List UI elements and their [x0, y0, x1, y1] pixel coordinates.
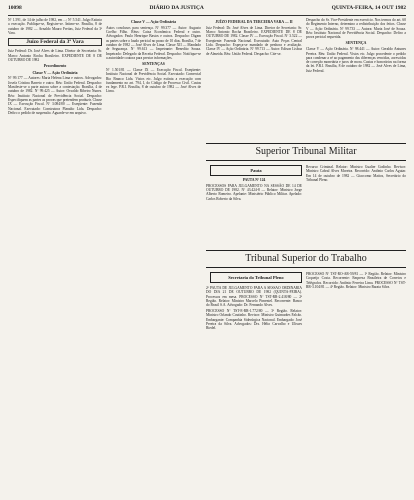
column-1: [8, 18, 102, 496]
stm-right-column: [306, 165, 406, 225]
tst-right-body: PROCESSO Nº TST-RO-AR-59/81 — 1ª Região. Relator: Ministro Coqueijo Costa. Recorrente: Empresa Brasileira de Correios e Telégrafos. Recorrido: Antônio Ferreira Lima. PROCESSO Nº TST-RR-3.104/81 — 4ª Região. Relator: Ministro Barata Silva.: [306, 272, 406, 289]
section-box-juizo: Juízo Federal da 3ª Vara: [8, 38, 102, 46]
column-2-sentenca-heading: SENTENÇAS: [142, 62, 165, 67]
column-4-body-2: Classe V — Ação Ordinária. Nº 98.441 — Autor: Geraldo Antunes Pereira. Réu: União Federal. Vistos etc. Julgo procedente o pedido para condenar a ré ao pagamento das diferenças vencidas, acrescidas de correção monetária e juros de mora. Custas e honorários na forma da lei. P.R.I. Brasília, 8 de outubro de 1982 — José Alves de Lima, Juiz Federal.: [306, 47, 406, 73]
column-4: [306, 18, 406, 140]
publication-date: QUINTA-FEIRA, 14 OUT 1982: [331, 5, 406, 11]
column-3-body: Juiz Federal: Dr. José Alves de Lima. Diretor de Secretaria: Sr. Marco Antonio Rocha Brasileiro. EXPEDIENTE DE 8 DE OUTUBRO DE 1982. Classe IV — Execução Fiscal. Nº 3.522 — Exeqüente: Fazenda Nacional. Executado: Auto Peças Central Ltda. Despacho: Expeça-se mandado de penhora e avaliação. Classe IV — Ação Ordinária. Nº 99.713 — Autor: Edison Lisboa de Almeida. Réu: União Federal. Despacho: Cite-se.: [206, 25, 302, 56]
column-1-meta: Juiz Federal: Dr. José Alves de Lima. Diretor de Secretaria: Sr. Marco Antonio Rocha Brasileiro. EXPEDIENTE DE 8 DE OUTUBRO DE 1982: [8, 49, 102, 63]
stm-banner: Superior Tribunal Militar: [206, 143, 406, 161]
column-1-classe: Classe V — Ação Ordinária: [32, 70, 78, 75]
tst-banner: Tribunal Superior do Trabalho: [206, 250, 406, 268]
column-3-heading: JUÍZO FEDERAL DA TERCEIRA VARA — II: [215, 20, 293, 24]
column-3: [206, 18, 302, 140]
tst-left-column: [206, 286, 302, 494]
tst-mid-body: PROCESSO Nº TST-E-RR-1.772/80 — 3ª Região. Relator: Ministro Orlando Coutinho. Revisor: Ministro Guimarães Falcão. Embargante: Companhia Siderúrgica Nacional. Embargado: José Pereira da Silva. Advogados: Drs. Hélio Carvalho e Ulisses Riedel.: [206, 308, 302, 331]
stm-section-box: Pauta: [210, 165, 302, 176]
stm-right-body: Recurso Criminal. Relator: Ministro Gualter Godinho. Revisor: Ministro Cabral Alves Moreira. Recorrido: Antônio Carlos Aguiar. Em 14 de outubro de 1982 — Giaccomo Mattos, Secretário do Tribunal Pleno.: [306, 165, 406, 182]
column-2-body-2: Nº 1.501/81 — Classe IX — Execução Fiscal. Exeqüente: Instituto Nacional de Previdência Social. Executado: Comercial Rio Branco Ltda. Vistos etc. Julgo extinta a execução com fundamento no art. 794, I, do Código de Processo Civil. Custas ex lege. P.R.I. Brasília, 8 de outubro de 1982 — José Alves de Lima.: [106, 67, 201, 94]
column-1-intro: Nº 1.591, de 14 de julho de 1982, em ...; Nº 5.541. Julgo Extinto a execução. Publique-se, Registre-se. Intime-se. Brasília, 8 de outubro de 1982 — Arnaldo Mauro Freitas, Juiz Federal da 3ª Vara.: [8, 18, 102, 35]
column-2-classe: Classe V — Ação Ordinária: [130, 20, 176, 24]
page-number: 10098: [8, 5, 22, 11]
column-1-body: Nº 99.177 — Autores: Maria Helena Lima e outros. Advogados: Josefa Cristina Barreto e outro. Réu: União Federal. Despacho: Manifeste-se a parte autora sobre a contestação. Brasília, 4 de outubro de 1982. Nº 99.425 — Autor: Osvaldo Ribeiro Nunes. Réu: Instituto Nacional de Previdência Social. Despacho: Especifiquem as partes as provas que pretendem produzir. Classe IX — Execução Fiscal. Nº 3.084/80 — Exeqüente: Fazenda Nacional. Executado: Construtora Planalto Ltda. Despacho: Defiro o pedido de suspensão. Aguarde-se em arquivo.: [8, 76, 102, 115]
tst-left-body: 2ª PAUTA DE JULGAMENTO PARA A SESSÃO ORDINÁRIA DO DIA 21 DE OUTUBRO DE 1982 (QUINTA-FEIRA). Processos em mesa. PROCESSO Nº TST-RR-2.418/80 — 2ª Região. Relator: Ministro Marcelo Pimentel. Recorrente: Banco do Brasil S.A. Advogado: Dr. Fernando Alves.: [206, 286, 302, 308]
column-2-body: Autos conclusos para sentença. Nº 99.377 — Autor: Augusto Coelho Filho. Réus: Caixa Econômica Federal e outro. Advogados: Paulo Henrique Bastos e outros. Despacho: Digam as partes sobre o laudo pericial no prazo de 10 dias. Brasília, 7 de outubro de 1982 — José Alves de Lima. Classe XII — Mandado de Segurança. Nº 99.613 — Impetrante: Benedito Souza. Impetrado: Delegado da Receita Federal. Despacho: Notifique-se a autoridade coatora para prestar informações.: [106, 25, 201, 60]
column-2: [106, 18, 201, 496]
stm-pauta-body: PROCESSOS PARA JULGAMENTO NA SESSÃO DE 14 DE OUTUBRO DE 1982. Nº 43.424-8 — Relator: Ministro Jorge Alberto Romeiro. Apelante: Ministério Público Militar. Apelado: Carlos Roberto da Silva.: [206, 183, 302, 201]
tst-right-column: [306, 272, 406, 494]
tst-section-box: Secretaria do Tribunal Pleno: [210, 272, 302, 283]
page-header: [8, 5, 406, 16]
publication-title: DIÁRIO DA JUSTIÇA: [149, 5, 204, 11]
stm-pauta-heading: PAUTA Nº 124: [242, 178, 266, 182]
column-4-body: Despacho do Sr. Vice-Presidente em exercício. Nos termos do art. 60 do Regimento Interno, determino a redistribuição dos feitos. Classe V — Ação Ordinária. Nº 99.733 — Autora: Maria José de Souza. Réu: Instituto Nacional de Previdência Social. Despacho: Defiro a prova pericial requerida.: [306, 18, 406, 40]
column-1-section: Procedimento: [43, 64, 67, 69]
stm-pauta-column: [206, 178, 302, 248]
column-4-sentenca-heading: SENTENÇA: [345, 41, 367, 46]
